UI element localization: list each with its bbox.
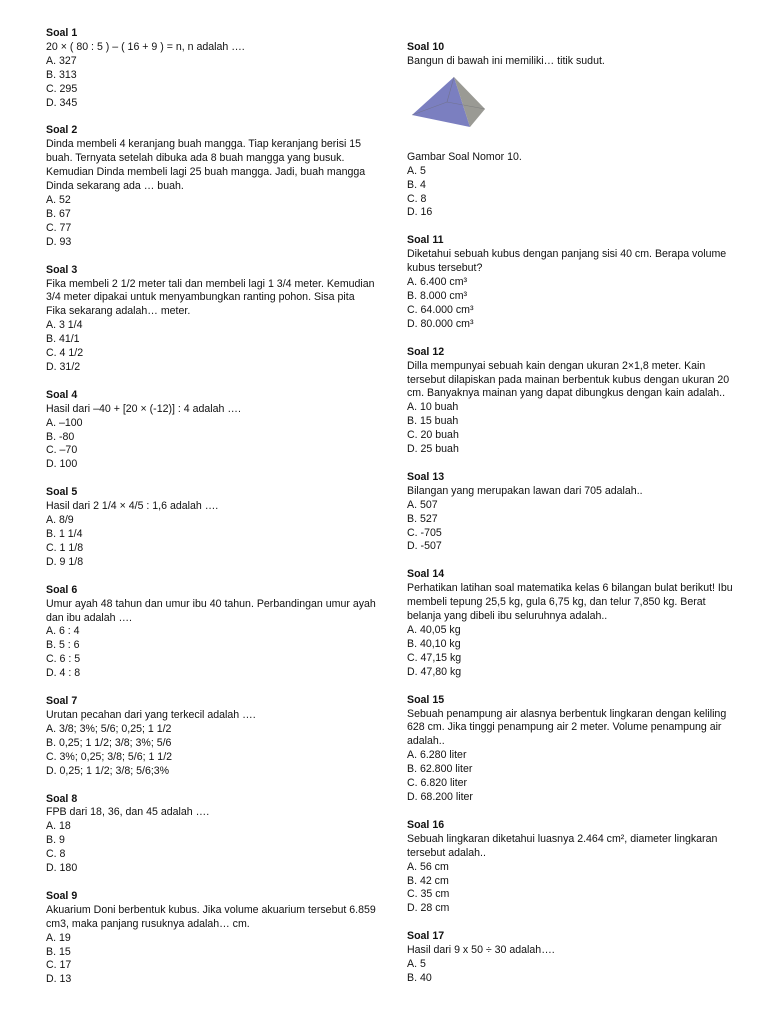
question-block: [46, 695, 376, 778]
question-text: Hasil dari 9 x 50 ÷ 30 adalah….: [407, 944, 555, 957]
answer-option: A. 52: [46, 193, 71, 206]
answer-option: C. 8: [407, 192, 427, 205]
answer-option: A. 19: [46, 931, 71, 944]
question-title: Soal 7: [46, 695, 78, 708]
answer-option: B. 42 cm: [407, 874, 449, 887]
answer-option: B. 527: [407, 512, 438, 525]
answer-option: D. 68.200 liter: [407, 790, 473, 803]
question-text: Bilangan yang merupakan lawan dari 705 adalah..: [407, 484, 643, 497]
answer-option: B. 40: [407, 971, 432, 984]
answer-option: D. 28 cm: [407, 902, 450, 915]
question-block: [407, 930, 737, 986]
question-block: [46, 389, 376, 472]
question-text: Dinda membeli 4 keranjang buah mangga. Tiap keranjang berisi 15 buah. Ternyata setelah dibuka ada 8 buah mangga yang busuk. Kemudian Dinda membeli lagi 25 buah mangga. Jadi, buah mangga Dinda sekarang ada … buah.: [46, 138, 366, 193]
answer-option: D. 16: [407, 206, 433, 219]
answer-option: B. 15 buah: [407, 415, 459, 428]
answer-option: A. 10 buah: [407, 401, 459, 414]
question-text: 20 × ( 80 : 5 ) – ( 16 + 9 ) = n, n adalah ….: [46, 40, 245, 53]
answer-option: C. 6 : 5: [46, 653, 81, 666]
answer-option: C. 77: [46, 221, 72, 234]
question-title: Soal 4: [46, 388, 78, 401]
question-block: [46, 890, 376, 987]
question-text: Perhatikan latihan soal matematika kelas 6 bilangan bulat berikut! Ibu membeli tepung 25,5 kg, gula 6,75 kg, dan telur 7,850 kg. Berat belanja yang dibeli ibu seluruhnya adalah..: [407, 582, 733, 623]
answer-option: A. 5: [407, 164, 426, 177]
question-text: Umur ayah 48 tahun dan umur ibu 40 tahun. Perbandingan umur ayah dan ibu adalah ….: [46, 597, 376, 624]
question-title: Soal 5: [46, 486, 78, 499]
question-text: Hasil dari –40 + [20 × (-12)] : 4 adalah ….: [46, 402, 241, 415]
question-title: Soal 2: [46, 124, 78, 137]
answer-option: A. 327: [46, 54, 77, 67]
question-block: [407, 694, 737, 805]
answer-option: A. –100: [46, 416, 83, 429]
question-block: [407, 41, 737, 220]
answer-option: C. 8: [46, 848, 66, 861]
question-block: [407, 568, 737, 679]
answer-option: B. -80: [46, 430, 75, 443]
answer-option: A. 6.400 cm³: [407, 276, 468, 289]
answer-option: B. 41/1: [46, 333, 80, 346]
answer-option: B. 9: [46, 834, 65, 847]
answer-option: B. 1 1/4: [46, 528, 83, 540]
right-column: [407, 41, 737, 1000]
question-block: [46, 584, 376, 681]
answer-option: A. 56 cm: [407, 860, 449, 873]
answer-option: D. 180: [46, 862, 78, 875]
figure-caption: Gambar Soal Nomor 10.: [407, 150, 522, 163]
question-title: Soal 16: [407, 818, 445, 831]
answer-option: D. 25 buah: [407, 443, 459, 456]
answer-option: A. 3 1/4: [46, 319, 83, 332]
question-block: [407, 346, 737, 457]
question-block: [46, 486, 376, 569]
question-title: Soal 17: [407, 930, 445, 943]
pyramid-front-face: [412, 77, 470, 127]
answer-option: B. 0,25; 1 1/2; 3/8; 3%; 5/6: [46, 736, 172, 749]
question-text: FPB dari 18, 36, dan 45 adalah ….: [46, 806, 210, 819]
question-title: Soal 6: [46, 583, 78, 596]
answer-option: B. 15: [46, 945, 71, 958]
answer-option: A. 40,05 kg: [407, 624, 461, 636]
answer-option: A. 5: [407, 958, 426, 971]
answer-option: D. -507: [407, 540, 442, 553]
question-title: Soal 11: [407, 234, 444, 247]
answer-option: C. -705: [407, 526, 442, 539]
question-text: Diketahui sebuah kubus dengan panjang sisi 40 cm. Berapa volume kubus tersebut?: [407, 248, 727, 275]
answer-option: C. 6.820 liter: [407, 777, 468, 790]
answer-option: D. 9 1/8: [46, 555, 84, 568]
answer-option: C. –70: [46, 444, 78, 457]
answer-option: D. 13: [46, 973, 72, 986]
answer-option: A. 3/8; 3%; 5/6; 0,25; 1 1/2: [46, 722, 172, 735]
question-title: Soal 8: [46, 792, 78, 805]
answer-option: C. 4 1/2: [46, 347, 84, 360]
question-title: Soal 9: [46, 889, 78, 902]
question-title: Soal 3: [46, 263, 78, 276]
answer-option: A. 18: [46, 820, 71, 833]
question-text: Akuarium Doni berbentuk kubus. Jika volume akuarium tersebut 6.859 cm3, maka panjang rusuknya adalah… cm.: [46, 903, 376, 930]
answer-option: D. 93: [46, 235, 72, 248]
answer-option: C. 295: [46, 82, 78, 95]
answer-option: D. 100: [46, 458, 78, 471]
answer-option: D. 4 : 8: [46, 667, 81, 680]
answer-option: D. 80.000 cm³: [407, 317, 474, 330]
answer-option: B. 67: [46, 207, 71, 220]
question-text: Fika membeli 2 1/2 meter tali dan membeli lagi 1 3/4 meter. Kemudian 3/4 meter dipakai untuk menyambungkan ranting pohon. Sisa pita Fika sekarang adalah… meter.: [46, 277, 375, 318]
answer-option: A. 6 : 4: [46, 625, 80, 638]
question-text: Bangun di bawah ini memiliki… titik sudut.: [407, 54, 605, 67]
answer-option: D. 47,80 kg: [407, 665, 462, 678]
answer-option: A. 507: [407, 498, 438, 511]
left-column: [46, 27, 376, 1001]
question-block: [407, 819, 737, 916]
question-block: [407, 471, 737, 554]
answer-option: B. 62.800 liter: [407, 763, 473, 776]
answer-option: B. 313: [46, 68, 77, 81]
answer-option: C. 47,15 kg: [407, 651, 462, 664]
question-text: Hasil dari 2 1/4 × 4/5 : 1,6 adalah ….: [46, 500, 219, 513]
question-block: [46, 27, 376, 110]
answer-option: B. 40,10 kg: [407, 637, 461, 650]
question-figure: [407, 75, 737, 133]
question-title: Soal 13: [407, 470, 445, 483]
answer-option: C. 64.000 cm³: [407, 303, 474, 316]
question-title: Soal 15: [407, 693, 445, 706]
question-text: Sebuah lingkaran diketahui luasnya 2.464 cm², diameter lingkaran tersebut adalah..: [407, 832, 718, 859]
answer-option: B. 8.000 cm³: [407, 289, 468, 302]
question-block: [407, 234, 737, 331]
answer-option: D. 0,25; 1 1/2; 3/8; 5/6;3%: [46, 764, 170, 777]
answer-option: A. 8/9: [46, 514, 74, 527]
question-text: Sebuah penampung air alasnya berbentuk lingkaran dengan keliling 628 cm. Jika tinggi penampung air 2 meter. Volume penampung air adalah..: [407, 707, 727, 748]
question-title: Soal 14: [407, 568, 445, 581]
question-text: Urutan pecahan dari yang terkecil adalah ….: [46, 708, 256, 721]
answer-option: C. 3%; 0,25; 3/8; 5/6; 1 1/2: [46, 750, 173, 763]
answer-option: C. 1 1/8: [46, 541, 84, 554]
answer-option: A. 6.280 liter: [407, 749, 467, 762]
answer-option: C. 20 buah: [407, 429, 459, 442]
question-text: Dilla mempunyai sebuah kain dengan ukuran 2×1,8 meter. Kain tersebut dilapiskan pada mainan berbentuk kubus dengan ukuran 20 cm. Banyaknya mainan yang dapat dibungkus dengan kain adalah..: [407, 359, 730, 400]
answer-option: C. 17: [46, 959, 72, 972]
pyramid-figure: [407, 75, 489, 133]
question-title: Soal 1: [46, 27, 78, 39]
answer-option: D. 345: [46, 96, 78, 109]
answer-option: B. 5 : 6: [46, 639, 80, 652]
answer-option: C. 35 cm: [407, 888, 450, 901]
question-block: [46, 264, 376, 375]
answer-option: B. 4: [407, 178, 426, 191]
question-block: [46, 124, 376, 249]
question-title: Soal 12: [407, 345, 445, 358]
question-title: Soal 10: [407, 41, 445, 53]
answer-option: D. 31/2: [46, 360, 81, 373]
question-block: [46, 793, 376, 876]
